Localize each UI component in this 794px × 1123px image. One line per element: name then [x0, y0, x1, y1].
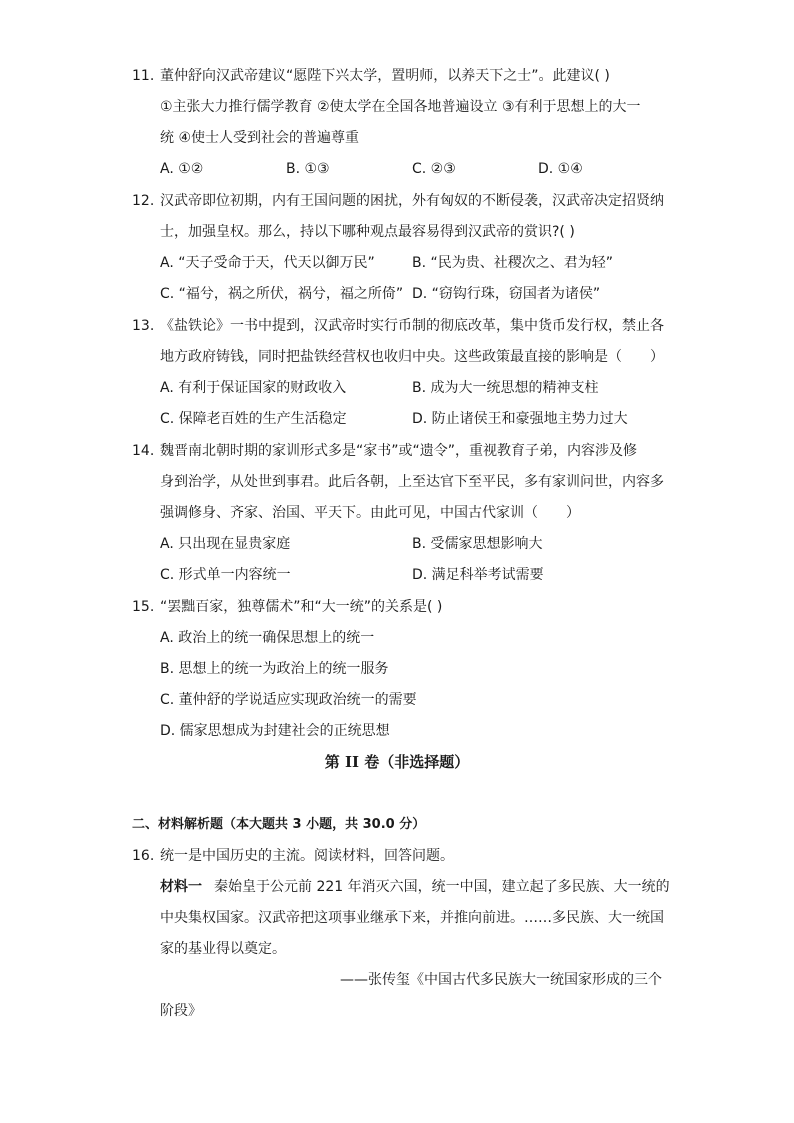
q14-stem-line3: 强调修身、齐家、治国、平天下。由此可见，中国古代家训（ ） — [160, 505, 580, 521]
q13-option-c: C. 保障老百姓的生产生活稳定 — [160, 411, 347, 427]
q14-stem-line1: 魏晋南北朝时期的家训形式多是“家书”或“遗令”，重视教育子弟，内容涉及修 — [160, 443, 638, 459]
q14-option-d: D. 满足科举考试需要 — [412, 567, 544, 583]
q13-stem-line1: 《盐铁论》一书中提到，汉武帝时实行币制的彻底改革，集中货币发行权，禁止各 — [160, 318, 664, 334]
q12-number: 12. — [132, 193, 155, 209]
q14-option-c: C. 形式单一内容统一 — [160, 567, 291, 583]
part2-heading: 二、材料解析题（本大题共 3 小题，共 30.0 分） — [132, 817, 426, 832]
q16-number: 16. — [132, 848, 155, 864]
q12-option-d: D. “窃钩行珠，窃国者为诸侯” — [412, 286, 601, 302]
q14-stem-line2: 身到治学，从处世到事君。此后各朝，上至达官下至平民，多有家训问世，内容多 — [160, 474, 664, 490]
q16-material-line2: 中央集权国家。汉武帝把这项事业继承下来，并推向前进。……多民族、大一统国 — [160, 910, 664, 926]
q11-option-a: A. ①② — [160, 161, 204, 177]
q16-material-line1: 秦始皇于公元前 221 年消灭六国，统一中国，建立起了多民族、大一统的 — [214, 879, 670, 895]
q16-stem: 统一是中国历史的主流。阅读材料，回答问题。 — [160, 848, 454, 864]
q11-stem-line1: 董仲舒向汉武帝建议“愿陛下兴太学，置明师，以养天下之士”。此建议( ) — [160, 68, 610, 84]
q13-option-d: D. 防止诸侯王和豪强地主势力过大 — [412, 411, 628, 427]
q14-option-a: A. 只出现在显贵家庭 — [160, 536, 291, 552]
q14-number: 14. — [132, 443, 155, 459]
q15-option-c: C. 董仲舒的学说适应实现政治统一的需要 — [160, 692, 417, 708]
q15-option-b: B. 思想上的统一为政治上的统一服务 — [160, 661, 389, 677]
q12-option-a: A. “天子受命于天，代天以御万民” — [160, 255, 375, 271]
q11-option-c: C. ②③ — [412, 161, 456, 177]
q11-option-b: B. ①③ — [286, 161, 330, 177]
q13-option-a: A. 有利于保证国家的财政收入 — [160, 380, 347, 396]
q15-option-d: D. 儒家思想成为封建社会的正统思想 — [160, 723, 390, 739]
q11-stem-line3: 统 ④使士人受到社会的普遍尊重 — [160, 130, 360, 146]
q13-number: 13. — [132, 318, 155, 334]
q13-stem-line2: 地方政府铸钱，同时把盐铁经营权也收归中央。这些政策最直接的影响是（ ） — [160, 349, 664, 365]
q15-option-a: A. 政治上的统一确保思想上的统一 — [160, 630, 375, 646]
q12-option-c: C. “福兮，祸之所伏，祸兮，福之所倚” — [160, 286, 404, 302]
section-title: 第 II 卷（非选择题） — [324, 753, 470, 771]
q13-option-b: B. 成为大一统思想的精神支柱 — [412, 380, 599, 396]
q14-option-b: B. 受儒家思想影响大 — [412, 536, 543, 552]
q11-option-d: D. ①④ — [538, 161, 583, 177]
q16-source-line1: ——张传玺《中国古代多民族大一统国家形成的三个 — [340, 972, 662, 988]
q12-stem-line1: 汉武帝即位初期，内有王国问题的困扰，外有匈奴的不断侵袭，汉武帝决定招贤纳 — [160, 193, 664, 209]
q16-material-line3: 家的基业得以奠定。 — [160, 941, 286, 957]
q12-option-b: B. “民为贵、社稷次之、君为轻” — [412, 255, 614, 271]
q12-stem-line2: 士，加强皇权。那么，持以下哪种观点最容易得到汉武帝的赏识?( ) — [160, 224, 575, 240]
q11-number: 11. — [132, 68, 155, 84]
q16-source-line2: 阶段》 — [160, 1003, 202, 1019]
q15-stem-line1: “罢黜百家，独尊儒术”和“大一统”的关系是( ) — [160, 599, 443, 615]
q11-stem-line2: ①主张大力推行儒学教育 ②使太学在全国各地普遍设立 ③有利于思想上的大一 — [160, 99, 641, 115]
q15-number: 15. — [132, 599, 155, 615]
q16-material-label: 材料一 — [160, 879, 202, 895]
